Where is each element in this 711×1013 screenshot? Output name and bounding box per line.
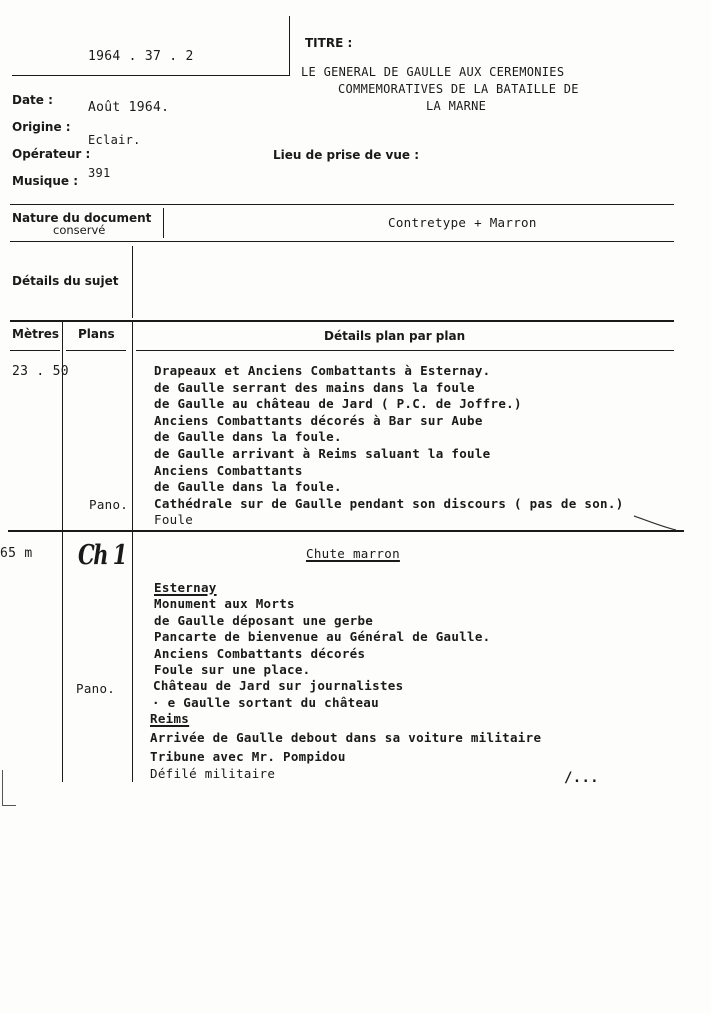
musique-value: 391 xyxy=(88,166,111,180)
section1-lines xyxy=(154,363,674,533)
table-header-underline-details xyxy=(136,350,674,351)
details-sujet-divider xyxy=(132,246,133,318)
section2-line: Pancarte de bienvenue au Général de Gaulle. xyxy=(154,629,491,645)
section-separator xyxy=(8,530,684,532)
section1-line: Cathédrale sur de Gaulle pendant son discours ( pas de son.) xyxy=(154,495,624,511)
section2-line: Arrivée de Gaulle debout dans sa voiture militaire xyxy=(150,730,542,745)
handwritten-ch1: Ch 1 xyxy=(78,540,126,571)
col-details-header: Détails plan par plan xyxy=(324,329,466,343)
table-header-underline-plans xyxy=(66,350,126,351)
header-divider-vertical xyxy=(289,16,290,76)
section2-line-heading-reims: Reims xyxy=(150,711,190,727)
nature-bottom-line xyxy=(10,241,674,242)
section2-plan-mark: Pano. xyxy=(76,681,116,696)
col-divider-2 xyxy=(132,322,133,782)
nature-value: Contretype + Marron xyxy=(388,215,537,230)
section1-line: de Gaulle serrant des mains dans la foule xyxy=(154,379,475,395)
section1-line: de Gaulle dans la foule. xyxy=(154,429,342,445)
section2-line: Tribune avec Mr. Pompidou xyxy=(150,749,346,764)
lieu-label: Lieu de prise de vue : xyxy=(273,148,419,162)
col-metres-header: Mètres xyxy=(12,327,60,341)
section2-heading: Chute marron xyxy=(306,546,400,561)
pen-stroke-mark xyxy=(632,512,678,534)
section2-line: Foule sur une place. xyxy=(154,662,311,677)
titre-label: TITRE : xyxy=(305,36,353,50)
date-label: Date : xyxy=(12,93,53,107)
title-line-2: COMMEMORATIVES DE LA BATAILLE DE xyxy=(338,82,579,96)
col-plans-header: Plans xyxy=(78,327,115,341)
section1-line: de Gaulle arrivant à Reims saluant la foule xyxy=(154,446,491,461)
section2-metres: 65 m xyxy=(0,546,33,561)
section2-line-heading-esternay: Esternay xyxy=(154,580,217,595)
nature-label-line-1: Nature du document xyxy=(12,211,152,225)
title-line-1: LE GENERAL DE GAULLE AUX CEREMONIES xyxy=(301,65,565,79)
table-header-underline-metres xyxy=(10,350,60,351)
header-divider-horizontal xyxy=(12,75,290,76)
title-line-3: LA MARNE xyxy=(426,99,487,113)
origine-value: Eclair. xyxy=(88,133,141,147)
page-edge-left xyxy=(2,770,3,806)
section2-line: Monument aux Morts xyxy=(154,596,295,612)
origine-label: Origine : xyxy=(12,120,71,134)
section2-line: Château de Jard sur journalistes xyxy=(153,678,404,694)
col-divider-1 xyxy=(62,322,63,782)
section1-line: Drapeaux et Anciens Combattants à Esternay. xyxy=(154,363,491,378)
continued-mark: /... xyxy=(564,770,599,786)
section1-line: Foule xyxy=(154,512,194,528)
page-edge-bottom xyxy=(2,805,16,806)
table-top-line xyxy=(10,320,674,322)
section1-line: de Gaulle au château de Jard ( P.C. de Joffre.) xyxy=(154,396,522,412)
section1-plan-mark: Pano. xyxy=(89,497,129,512)
musique-label: Musique : xyxy=(12,174,78,188)
section1-line: Anciens Combattants décorés à Bar sur Aube xyxy=(154,412,483,428)
section2-line: · e Gaulle sortant du château xyxy=(152,694,379,710)
details-sujet-label: Détails du sujet xyxy=(12,274,119,288)
reference-number: 1964 . 37 . 2 xyxy=(88,49,194,64)
nature-label-line-2: conservé xyxy=(53,223,106,237)
nature-top-line xyxy=(10,204,674,205)
section2-line: de Gaulle déposant une gerbe xyxy=(154,612,374,628)
date-value: Août 1964. xyxy=(88,100,170,115)
section1-line: Anciens Combattants xyxy=(154,462,303,478)
section1-line: de Gaulle dans la foule. xyxy=(154,479,342,495)
section2-line: Défilé militaire xyxy=(150,765,276,781)
section2-line: Anciens Combattants décorés xyxy=(154,645,366,661)
operateur-label: Opérateur : xyxy=(12,147,91,161)
section2-lines xyxy=(150,580,680,785)
section1-metres: 23 . 50 xyxy=(12,364,69,379)
nature-brace xyxy=(163,208,164,238)
